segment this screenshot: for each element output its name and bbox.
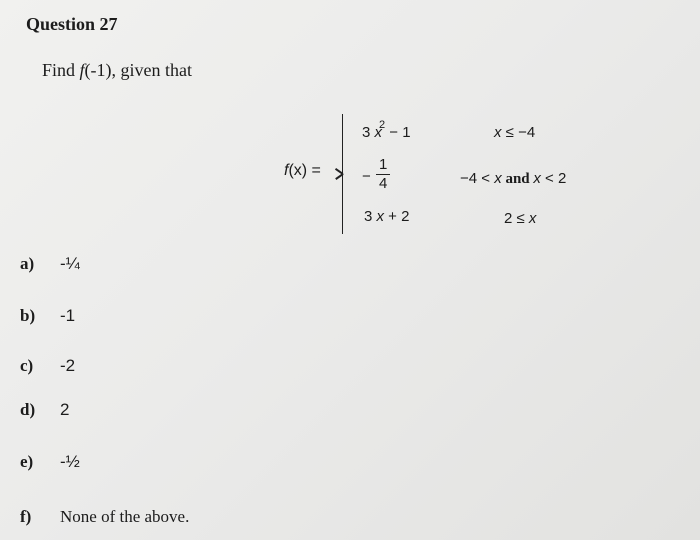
choice-value: 2 [60, 400, 70, 419]
choice-f[interactable] [20, 507, 189, 527]
choice-value: -½ [60, 452, 80, 471]
choice-value: -¼ [60, 254, 80, 273]
function-lhs: f(x) = [284, 162, 321, 179]
left-brace [342, 114, 349, 234]
choice-value: -1 [60, 306, 76, 325]
choice-value: None of the above. [60, 507, 190, 526]
choice-letter: e) [20, 452, 34, 471]
question-prompt: Find f(-1), given that [42, 60, 192, 80]
choice-b[interactable] [20, 306, 75, 326]
choice-e[interactable] [20, 452, 80, 472]
case-1-expression: 3 $x^2 - 1$ [362, 119, 411, 141]
choice-value: -2 [60, 356, 76, 375]
question-title: Question 27 [26, 14, 118, 34]
choice-letter: b) [20, 306, 36, 325]
case-3-condition: 2 ≤ x [504, 210, 537, 227]
case-2-expression: − 1 4 [376, 156, 390, 193]
case-3-expression: 3 x + 2 [364, 208, 410, 225]
piecewise-function [284, 110, 644, 240]
choice-c[interactable] [20, 356, 75, 376]
choice-d[interactable] [20, 400, 69, 420]
choice-letter: d) [20, 400, 36, 419]
choice-letter: c) [20, 356, 34, 375]
choice-a[interactable] [20, 254, 80, 274]
case-1-condition: x ≤ −4 [494, 124, 536, 141]
choice-letter: a) [20, 254, 35, 273]
case-2-condition: −4 < x and x < 2 [460, 170, 567, 187]
choice-letter: f) [20, 507, 32, 526]
